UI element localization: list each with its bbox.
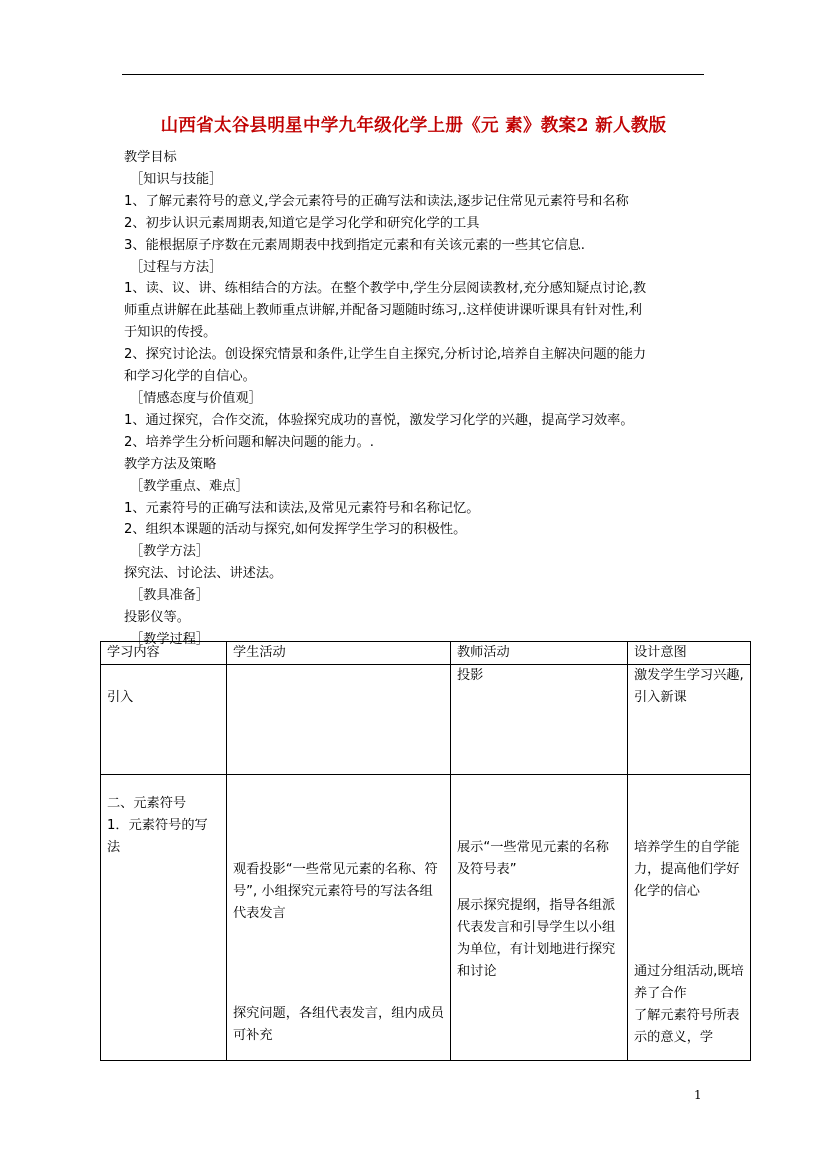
lesson-plan-body [124, 147, 714, 651]
intent-text: 激发学生学习兴趣, [634, 668, 744, 683]
table-cell [451, 775, 628, 1061]
section-heading: 教学方法及策略 [124, 456, 217, 472]
intent-text: 引入新课 [634, 690, 687, 705]
table-cell [101, 665, 227, 775]
intent-text: 通过分组活动,既培养了合作 [634, 964, 744, 1001]
table-cell [628, 775, 751, 1061]
table-cell [101, 775, 227, 1061]
table-cell [628, 665, 751, 775]
table-cell [227, 665, 451, 775]
student-text: 探究问题，各组代表发言，组内成员可补充 [233, 1006, 444, 1043]
subsection-label: ［教具准备］ [130, 588, 210, 604]
text-line: 于知识的传授。 [124, 325, 217, 341]
subsection-label: ［教学方法］ [130, 544, 210, 560]
teacher-text: 展示探究提纲，指导各组派代表发言和引导学生以小组为单位，有计划地进行探究和讨论 [457, 898, 616, 979]
text-line: 2、初步认识元素周期表,知道它是学习化学和研究化学的工具 [124, 215, 480, 231]
text-line: 1、了解元素符号的意义,学会元素符号的正确写法和读法,逐步记住常见元素符号和名称 [124, 193, 629, 209]
header-cell: 学生活动 [227, 642, 451, 665]
subsection-label: ［教学过程］ [130, 631, 210, 647]
text-line: 1、元素符号的正确写法和读法,及常见元素符号和名称记忆。 [124, 500, 480, 516]
subsection-label: ［知识与技能］ [130, 171, 223, 187]
content-text: 二、元素符号 [107, 796, 187, 811]
table-cell [451, 665, 628, 775]
table-row [101, 665, 751, 775]
table-cell [227, 775, 451, 1061]
teacher-text: 展示“一些常见元素的名称及符号表” [457, 840, 609, 877]
text-line: 2、探究讨论法。创设探究情景和条件,让学生自主探究,分析讨论,培养自主解决问题的能力 [124, 347, 647, 363]
text-line: 2、培养学生分析问题和解决问题的能力。. [124, 434, 374, 450]
text-line: 投影仪等。 [124, 610, 190, 626]
text-line: 1、通过探究，合作交流，体验探究成功的喜悦，激发学习化学的兴趣，提高学习效率。 [124, 412, 634, 428]
intent-text: 培养学生的自学能力，提高他们学好化学的信心 [634, 840, 740, 899]
header-cell: 教师活动 [451, 642, 628, 665]
header-cell: 设计意图 [628, 642, 751, 665]
subsection-label: ［情感态度与价值观］ [130, 390, 262, 406]
content-text: 1．元素符号的写法 [107, 818, 208, 855]
page-number: 1 [694, 1088, 702, 1102]
teaching-process-table [100, 641, 751, 1061]
text-line: 师重点讲解在此基础上教师重点讲解,并配备习题随时练习,.这样使讲课听课具有针对性,利 [124, 303, 642, 319]
header-rule [122, 74, 704, 75]
table-header-row [101, 642, 751, 665]
teacher-text: 投影 [457, 668, 484, 683]
subsection-label: ［教学重点、难点］ [130, 478, 249, 494]
student-text: 观看投影“一些常见元素的名称、符号”, 小组探究元素符号的写法各组代表发言 [233, 862, 438, 921]
text-line: 1、读、议、讲、练相结合的方法。在整个教学中,学生分层阅读教材,充分感知疑点讨论,教 [124, 281, 647, 297]
document-title: 山西省太谷县明星中学九年级化学上册《元 素》教案2 新人教版 [160, 116, 667, 136]
text-line: 和学习化学的自信心。 [124, 369, 256, 385]
intent-text: 了解元素符号所表示的意义，学 [634, 1008, 740, 1045]
text-line: 3、能根据原子序数在元素周期表中找到指定元素和有关该元素的一些其它信息. [124, 237, 585, 253]
text-line: 2、组织本课题的活动与探究,如何发挥学生学习的积极性。 [124, 522, 467, 538]
section-heading: 教学目标 [124, 150, 177, 165]
content-text: 引入 [107, 690, 134, 705]
text-line: 探究法、讨论法、讲述法。 [124, 566, 283, 582]
subsection-label: ［过程与方法］ [130, 259, 223, 275]
teaching-process-table-wrapper [100, 641, 750, 1061]
table-row [101, 775, 751, 1061]
header-cell: 学习内容 [101, 642, 227, 665]
